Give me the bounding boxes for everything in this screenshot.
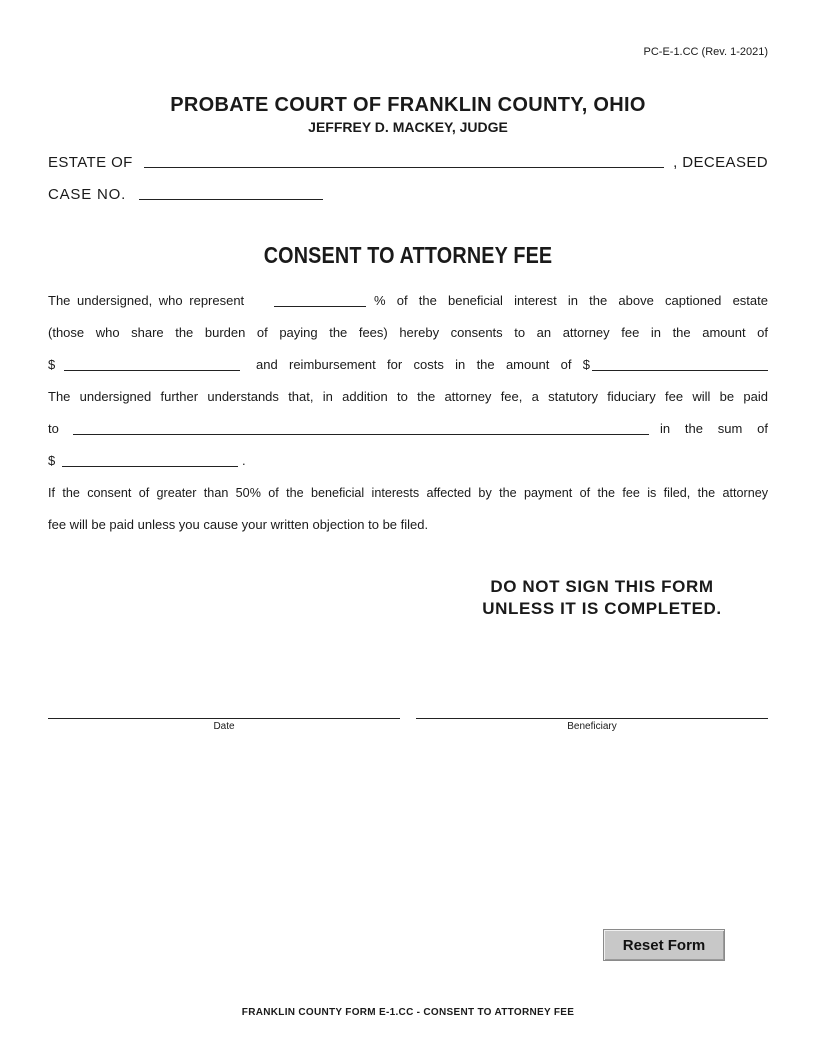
fiduciary-fee-amount-field[interactable] — [62, 452, 238, 467]
signing-warning — [432, 576, 772, 620]
costs-amount-field[interactable] — [592, 356, 768, 371]
warning-line-1: DO NOT SIGN THIS FORM — [490, 577, 714, 596]
body-line-2: (those who share the burden of paying the fees) hereby consents to an attorney fee in the amount of — [48, 325, 768, 340]
body-text: to — [48, 421, 59, 436]
body-line-8: fee will be paid unless you cause your written objection to be filed. — [48, 517, 429, 532]
percent-field[interactable] — [274, 292, 366, 307]
attorney-fee-amount-field[interactable] — [64, 356, 240, 371]
dollar-sign: $ — [48, 357, 56, 372]
body-line-5 — [48, 420, 768, 438]
case-no-label: CASE NO. — [48, 186, 127, 203]
body-line-4: The undersigned further understands that, in addition to the attorney fee, a statutory fiduciary fee will be paid — [48, 389, 768, 404]
body-line-7: If the consent of greater than 50% of the beneficial interests affected by the payment of the fee is filed, the attorney — [48, 486, 768, 500]
fiduciary-name-field[interactable] — [73, 420, 649, 435]
beneficiary-label: Beneficiary — [567, 721, 617, 732]
deceased-label: , DECEASED — [673, 154, 768, 171]
body-text: in the sum of — [660, 421, 768, 436]
dollar-sign: $ — [48, 453, 56, 468]
body-line-1 — [48, 292, 768, 310]
estate-name-field[interactable] — [144, 167, 664, 168]
body-line-6 — [48, 452, 768, 470]
body-text: % of the beneficial interest in the above captioned estate — [374, 293, 768, 308]
beneficiary-signature-field[interactable] — [416, 718, 768, 719]
warning-line-2: UNLESS IT IS COMPLETED. — [482, 599, 722, 618]
body-text: The undersigned, who represent — [48, 293, 245, 308]
court-name: PROBATE COURT OF FRANKLIN COUNTY, OHIO — [170, 94, 646, 116]
estate-of-row — [48, 154, 768, 174]
body-text: and reimbursement for costs in the amount of $ — [256, 357, 590, 372]
form-id: PC-E-1.CC (Rev. 1-2021) — [643, 46, 768, 58]
case-number-field[interactable] — [139, 199, 323, 200]
period: . — [242, 453, 246, 468]
reset-form-button[interactable]: Reset Form — [603, 929, 725, 961]
body-line-3 — [48, 356, 768, 374]
form-footer: FRANKLIN COUNTY FORM E-1.CC - CONSENT TO ATTORNEY FEE — [241, 1007, 575, 1018]
date-field[interactable] — [48, 718, 400, 719]
estate-of-label: ESTATE OF — [48, 154, 133, 171]
form-title: CONSENT TO ATTORNEY FEE — [263, 242, 553, 268]
judge-name: JEFFREY D. MACKEY, JUDGE — [308, 119, 508, 135]
date-label: Date — [213, 721, 235, 732]
